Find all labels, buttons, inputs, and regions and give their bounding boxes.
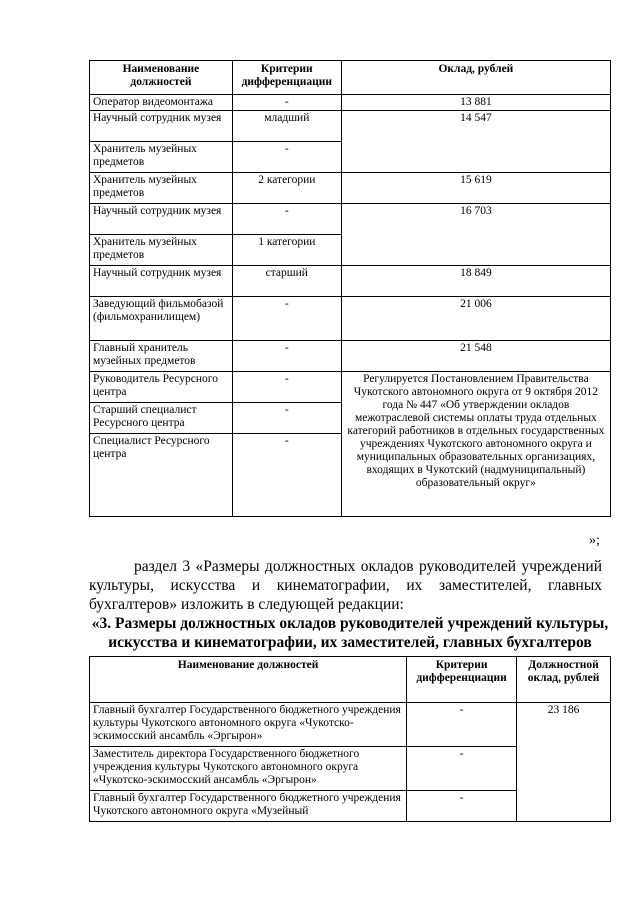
criteria: -: [232, 372, 341, 403]
position-name: Оператор видеомонтажа: [90, 95, 233, 111]
criteria: -: [232, 95, 341, 111]
table-header-row: [90, 657, 611, 703]
criteria: -: [407, 703, 517, 747]
position-name: Научный сотрудник музея: [90, 111, 233, 142]
position-name: Научный сотрудник музея: [90, 266, 233, 297]
regulated-note: Регулируется Постановлением Правительства Чукотского автономного округа от 9 октября 2012 года № 447 «Об утверждении окладов межотраслевой системы оплаты труда отдельных категорий работников в отдельных государственных учреждениях Чукотского автономного округа и муниципальных образовательных организациях, входящих в Чукотский (надмуниципальный) образовательный округ»: [341, 372, 610, 517]
table-row: [90, 297, 611, 341]
position-name: Главный бухгалтер Государственного бюджетного учреждения культуры Чукотского автономного округа «Чукотско-эскимосский ансамбль «Эргырон»: [90, 703, 407, 747]
position-name: Заместитель директора Государственного бюджетного учреждения культуры Чукотского автономного округа «Чукотско-эскимосский ансамбль «Эргырон»: [90, 747, 407, 791]
table-header-row: [90, 61, 611, 95]
position-name: Научный сотрудник музея: [90, 204, 233, 235]
criteria: -: [232, 142, 341, 173]
table-row: [90, 703, 611, 747]
criteria: -: [232, 297, 341, 341]
salary-table-2: [89, 656, 611, 822]
position-name: Старший специалист Ресурсного центра: [90, 403, 233, 434]
amendment-paragraph: [89, 557, 602, 614]
salary: 15 619: [341, 173, 610, 204]
salary: 21 006: [341, 297, 610, 341]
column-header: Должностной оклад, рублей: [517, 657, 611, 703]
salary-table-1: [89, 60, 611, 517]
position-name: Главный бухгалтер Государственного бюджетного учреждения Чукотского автономного округа «Музейный: [90, 791, 407, 822]
closing-quote: »;: [589, 533, 600, 548]
table-row: [90, 111, 611, 142]
position-name: Хранитель музейных предметов: [90, 235, 233, 266]
criteria: -: [407, 747, 517, 791]
criteria: -: [232, 341, 341, 372]
criteria: 1 категории: [232, 235, 341, 266]
column-header: Критерии дифференциации: [232, 61, 341, 95]
salary: 21 548: [341, 341, 610, 372]
criteria: старший: [232, 266, 341, 297]
criteria: -: [407, 791, 517, 822]
table-row: [90, 95, 611, 111]
section-heading: «3. Размеры должностных окладов руководителей учреждений культуры, искусства и кинематографии, их заместителей, главных бухгалтеров: [91, 615, 609, 651]
position-name: Специалист Ресурсного центра: [90, 434, 233, 517]
position-name: Заведующий фильмобазой (фильмохранилищем): [90, 297, 233, 341]
table-row: [90, 341, 611, 372]
criteria: младший: [232, 111, 341, 142]
salary: 13 881: [341, 95, 610, 111]
criteria: -: [232, 204, 341, 235]
criteria: 2 категории: [232, 173, 341, 204]
column-header: Критерии дифференциации: [407, 657, 517, 703]
salary: 16 703: [341, 204, 610, 266]
salary: 23 186: [517, 703, 611, 822]
position-name: Хранитель музейных предметов: [90, 173, 233, 204]
column-header: Наименование должностей: [90, 61, 233, 95]
paragraph-text: раздел 3 «Размеры должностных окладов руководителей учреждений культуры, искусства и кинематографии, их заместителей, главных бухгалтеров» изложить в следующей редакции:: [89, 558, 602, 613]
position-name: Хранитель музейных предметов: [90, 142, 233, 173]
column-header: Наименование должностей: [90, 657, 407, 703]
salary: 14 547: [341, 111, 610, 173]
position-name: Руководитель Ресурсного центра: [90, 372, 233, 403]
criteria: -: [232, 434, 341, 517]
criteria: -: [232, 403, 341, 434]
column-header: Оклад, рублей: [341, 61, 610, 95]
table-row: [90, 266, 611, 297]
position-name: Главный хранитель музейных предметов: [90, 341, 233, 372]
table-row: [90, 204, 611, 235]
table-row: [90, 372, 611, 403]
table-row: [90, 173, 611, 204]
salary: 18 849: [341, 266, 610, 297]
